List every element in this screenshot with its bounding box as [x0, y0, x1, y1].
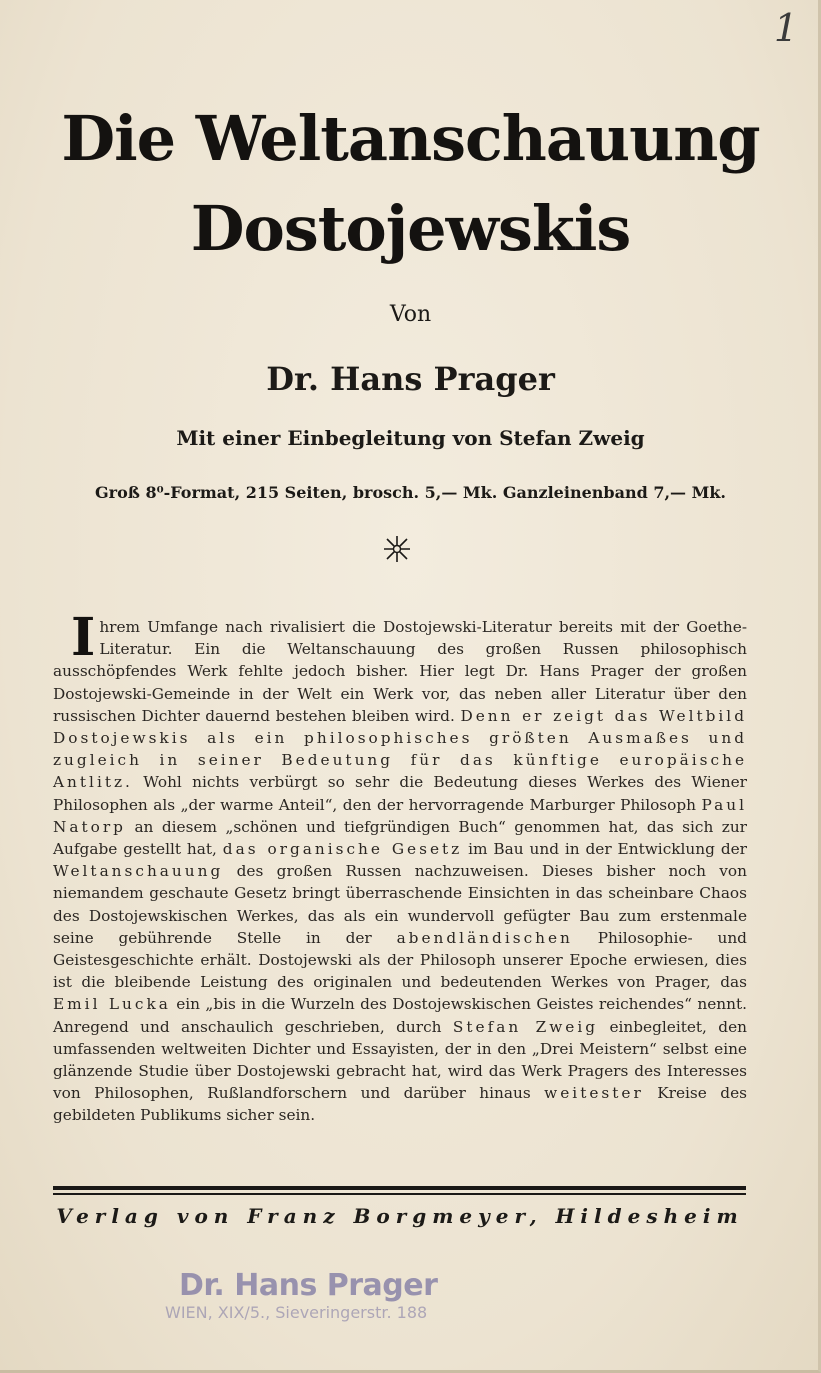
body-emphasis-4: Weltanschauung — [53, 862, 224, 881]
format-price-line: Groß 8⁰-Format, 215 Seiten, brosch. 5,— Mk. Ganzleinenband 7,— Mk. — [95, 483, 726, 502]
publisher-line: Verlag von Franz Borgmeyer, Hildesheim — [56, 1204, 744, 1228]
body-text-5: des großen Russen nachzuweisen. Dieses bisher noch von niemandem geschaute Gesetz bringt überraschende Einsichten in das scheinbare Chaos des Dostojewskischen Werkes, das als ein wundervoll gefügter Bau zum erstenmale seine gebührende Stelle in der — [53, 862, 747, 947]
title-line-2: Dostojewskis — [190, 192, 631, 265]
asterisk-ornament-icon — [382, 534, 412, 564]
introduction-line: Mit einer Einbegleitung von Stefan Zweig — [176, 426, 645, 450]
body-text-6: Philosophie- und Geistesgeschichte erhält. Dostojewski als der Philosoph unserer Epoche erwiesen, dies ist die bleibende Leistung des originalen und bedeutenden Werkes von Prager, das — [53, 928, 747, 992]
body-emphasis-6: Emil Lucka — [53, 995, 171, 1014]
rule-thin — [53, 1193, 746, 1195]
body-emphasis-7: Stefan Zweig — [452, 1017, 599, 1036]
body-text-3: an diesem „schönen und tiefgründigen Buch“ genommen hat, das sich zur Aufgabe gestellt hat, — [53, 817, 747, 859]
body-paragraph — [53, 607, 747, 1127]
double-rule — [53, 1186, 746, 1195]
body-emphasis-2: Paul Natorp — [53, 795, 747, 836]
body-text-4: im Bau und in der Entwicklung der — [468, 840, 747, 859]
body-emphasis-8: weitester — [544, 1084, 644, 1103]
stamp-address: WIEN, XIX/5., Sieveringerstr. 188 — [165, 1303, 428, 1322]
von-label: Von — [389, 302, 432, 327]
rule-thick — [53, 1186, 746, 1190]
ownership-stamp — [165, 1268, 455, 1322]
body-emphasis-5: abendländischen — [396, 928, 573, 947]
body-emphasis-1: Denn er zeigt das Weltbild Dostojewskis als ein philosophisches größten Ausmaßes und zugleich in seiner Bedeutung für das künftige europäische Antlitz. — [53, 706, 747, 792]
body-text-8: einbegleitet, den umfassenden weltweiten Dichter und Essayisten, der in den „Drei Meistern“ selbst eine glänzende Studie über Dostojewski gebracht hat, wird das Werk Pragers des Interesses von Philosophen, Rußlandforschern und darüber hinaus — [53, 1017, 747, 1103]
body-text-7: ein „bis in die Wurzeln des Dostojewskischen Geistes reichendes“ nennt. Anregend und anschaulich geschrieben, durch — [53, 995, 747, 1036]
body-text-9: Kreise des gebildeten Publikums sicher sein. — [53, 1084, 747, 1125]
body-text-1: hrem Umfange nach rivalisiert die Dostojewski-Literatur bereits mit der Goethe-Literatur. Ein die Weltanschauung des großen Russen philosophisch ausschöpfendes Werk fehlte jedoch bisher. Hier legt Dr. Hans Prager der großen Dostojewski-Gemeinde in der Welt ein Werk vor, das neben aller Literatur über den russischen Dichter dauernd bestehen bleiben wird. — [53, 618, 747, 725]
drop-cap: I — [71, 607, 96, 668]
body-emphasis-3: das organische Gesetz — [222, 840, 463, 859]
body-text-2: Wohl nichts verbürgt so sehr die Bedeutung dieses Werkes des Wiener Philosophen als „der warme Anteil“, den der hervorragende Marburger Philosoph — [53, 773, 747, 814]
author-name: Dr. Hans Prager — [266, 360, 555, 398]
page-number: 1 — [773, 6, 798, 50]
title-line-1: Die Weltanschauung — [61, 102, 760, 175]
stamp-name: Dr. Hans Prager — [179, 1268, 438, 1303]
